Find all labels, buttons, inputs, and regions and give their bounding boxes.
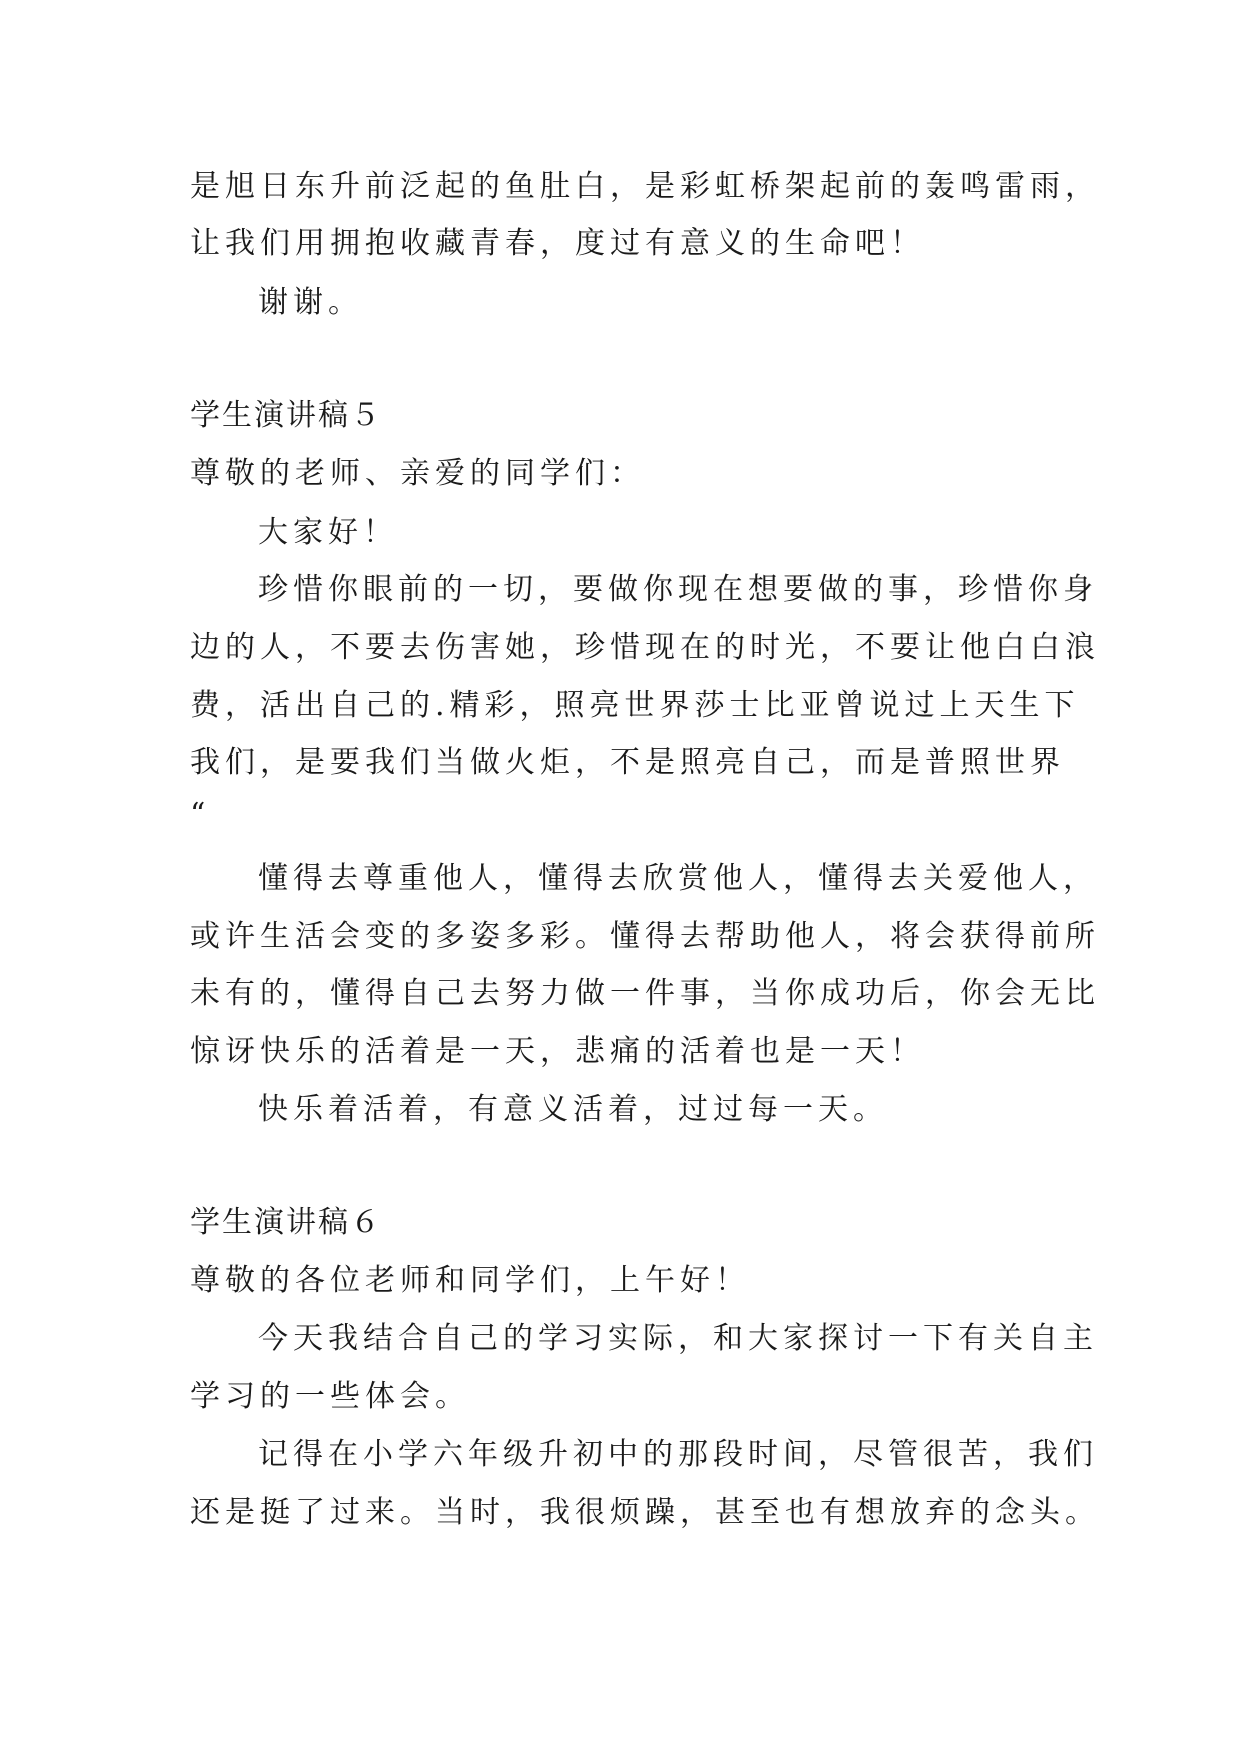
salutation: 尊敬的老师、亲爱的同学们： [190, 456, 645, 491]
paragraph-line: 懂得去尊重他人，懂得去欣赏他人，懂得去关爱他人， [258, 861, 1098, 896]
salutation: 尊敬的各位老师和同学们，上午好！ [190, 1263, 750, 1298]
paragraph-line: 记得在小学六年级升初中的那段时间，尽管很苦，我们 [258, 1437, 1098, 1472]
section-title: 学生演讲稿５ [190, 398, 382, 433]
paragraph-line: 边的人，不要去伤害她，珍惜现在的时光，不要让他白白浪 [190, 630, 1100, 665]
paragraph-line: 今天我结合自己的学习实际，和大家探讨一下有关自主 [258, 1321, 1098, 1356]
greeting: 大家好！ [258, 515, 398, 550]
paragraph-line: “ [190, 797, 211, 832]
paragraph-line: 还是挺了过来。当时，我很烦躁，甚至也有想放弃的念头。 [190, 1495, 1100, 1530]
paragraph-line: 未有的，懂得自己去努力做一件事，当你成功后，你会无比 [190, 976, 1100, 1011]
paragraph-line: 我们，是要我们当做火炬，不是照亮自己，而是普照世界 [190, 745, 1065, 780]
paragraph-line: 珍惜你眼前的一切，要做你现在想要做的事，珍惜你身 [258, 572, 1098, 607]
section-title: 学生演讲稿６ [190, 1205, 382, 1240]
paragraph-line: 或许生活会变的多姿多彩。懂得去帮助他人，将会获得前所 [190, 919, 1100, 954]
closing-thanks: 谢谢。 [258, 285, 363, 320]
paragraph-line: 快乐着活着，有意义活着，过过每一天。 [258, 1092, 888, 1127]
text-line: 让我们用拥抱收藏青春，度过有意义的生命吧！ [190, 226, 925, 261]
paragraph-line: 惊讶快乐的活着是一天，悲痛的活着也是一天！ [190, 1034, 925, 1069]
paragraph-line: 费，活出自己的.精彩，照亮世界莎士比亚曾说过上天生下 [190, 688, 1080, 723]
text-line: 是旭日东升前泛起的鱼肚白，是彩虹桥架起前的轰鸣雷雨， [190, 169, 1100, 204]
paragraph-line: 学习的一些体会。 [190, 1379, 470, 1414]
